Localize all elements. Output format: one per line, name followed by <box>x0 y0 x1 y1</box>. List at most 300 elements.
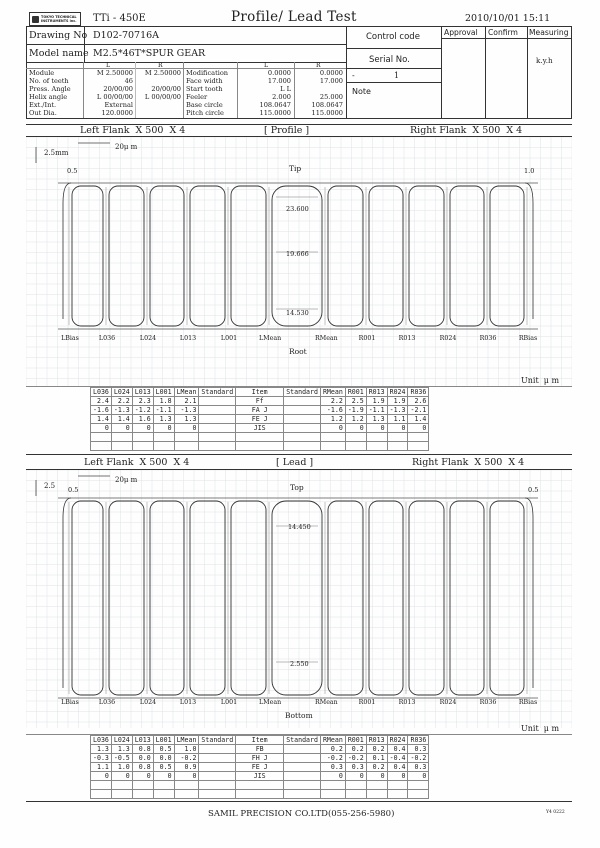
profile-level-2: 19.666 <box>286 250 309 258</box>
table-cell <box>320 442 345 451</box>
table-cell <box>199 763 236 772</box>
table-cell <box>408 790 429 799</box>
table-cell: 1.3 <box>174 415 199 424</box>
table-cell <box>111 442 132 451</box>
table-cell <box>153 442 174 451</box>
param-value-r: 115.0000 <box>311 108 343 117</box>
table-cell: -0.3 <box>91 754 112 763</box>
report-title: Profile/ Lead Test <box>231 9 357 25</box>
table-cell: -1.1 <box>366 406 387 415</box>
tooth-label: R001 <box>358 699 376 706</box>
table-cell <box>111 433 132 442</box>
table-cell <box>284 790 321 799</box>
table-cell: 0 <box>320 772 345 781</box>
col-header: L013 <box>132 388 153 397</box>
param-label: Press. Angle <box>29 84 71 93</box>
table-cell <box>174 781 199 790</box>
item-header: Item <box>236 388 284 397</box>
table-cell: 0.9 <box>174 763 199 772</box>
col-header: R024 <box>387 388 408 397</box>
lead-scale-mm: 2.5 <box>44 482 56 490</box>
table-cell <box>345 442 366 451</box>
table-cell: 0.3 <box>320 763 345 772</box>
table-cell: 0.3 <box>408 763 429 772</box>
table-row <box>91 763 429 772</box>
table-cell <box>199 754 236 763</box>
table-cell: 0.0 <box>132 754 153 763</box>
profile-unit: Unit μ m <box>521 376 560 385</box>
table-cell: -1.1 <box>153 406 174 415</box>
table-cell: 1.4 <box>408 415 429 424</box>
table-cell: 0.5 <box>153 763 174 772</box>
approval-label: Approval <box>444 28 478 37</box>
col-header: LMean <box>174 736 199 745</box>
drawing-no-label: Drawing No <box>29 30 88 41</box>
table-cell: 1.4 <box>111 415 132 424</box>
table-cell <box>132 781 153 790</box>
table-cell <box>199 397 236 406</box>
table-cell <box>345 433 366 442</box>
table-cell: 0.2 <box>345 745 366 754</box>
params-right-col-r: R <box>316 62 321 69</box>
table-cell: 0 <box>366 772 387 781</box>
profile-right-flank-label: Right Flank X 500 X 4 <box>410 125 523 136</box>
params-left-col-r: R <box>158 62 163 69</box>
param-value-l: 115.0000 <box>259 108 291 117</box>
param-value-l: 0.0000 <box>267 69 291 77</box>
table-cell: 1.3 <box>153 415 174 424</box>
profile-left-flank-label: Left Flank X 500 X 4 <box>80 125 186 136</box>
lead-left-mark: 0.5 <box>68 486 79 494</box>
table-cell <box>153 781 174 790</box>
col-header: R036 <box>408 736 429 745</box>
tooth-label: RBias <box>518 699 538 706</box>
item-cell: FH J <box>236 754 284 763</box>
profile-level-1: 23.600 <box>286 205 309 213</box>
bias-trace-right <box>525 183 533 319</box>
serial-no-label: Serial No. <box>369 55 410 65</box>
tooth-label: L036 <box>98 699 116 706</box>
bias-trace-right <box>525 498 533 688</box>
table-cell <box>174 433 199 442</box>
standard-header: Standard <box>199 736 236 745</box>
param-label: Out Dia. <box>29 108 57 117</box>
trace-curve <box>490 501 524 695</box>
col-header: L036 <box>91 736 112 745</box>
table-cell <box>236 433 284 442</box>
table-cell: -0.2 <box>345 754 366 763</box>
table-cell <box>111 790 132 799</box>
param-value-l: 20/00/00 <box>103 84 133 93</box>
table-row <box>91 754 429 763</box>
params-left-col-l: L <box>106 62 110 69</box>
table-cell: 2.6 <box>408 397 429 406</box>
table-cell <box>91 790 112 799</box>
table-cell <box>345 790 366 799</box>
table-cell <box>408 442 429 451</box>
table-row <box>91 406 429 415</box>
report-datetime: 2010/10/01 15:11 <box>465 13 551 24</box>
logo <box>29 12 81 26</box>
param-value-l: L L <box>280 84 291 93</box>
table-cell <box>345 781 366 790</box>
table-cell: -0.2 <box>408 754 429 763</box>
table-cell: 0 <box>111 772 132 781</box>
param-label: Feeler <box>186 92 208 101</box>
table-cell: 0 <box>153 424 174 433</box>
lead-level-2: 2.550 <box>290 660 309 668</box>
param-label: Modification <box>186 69 229 77</box>
table-cell: 1.0 <box>174 745 199 754</box>
table-row <box>91 442 429 451</box>
table-cell <box>284 763 321 772</box>
table-row <box>91 745 429 754</box>
param-value-l: 46 <box>124 76 133 85</box>
table-cell: 0 <box>408 772 429 781</box>
table-cell: 0.1 <box>366 754 387 763</box>
measuring-signature: k.y.h <box>536 56 553 65</box>
confirm-label: Confirm <box>488 28 518 37</box>
tooth-label: R013 <box>398 335 416 342</box>
param-label: Ext./Int. <box>29 100 57 109</box>
table-cell <box>199 433 236 442</box>
tooth-label: LMean <box>259 699 282 706</box>
table-cell <box>366 790 387 799</box>
table-cell: 0.2 <box>366 745 387 754</box>
col-header: R001 <box>345 736 366 745</box>
table-cell: 0.2 <box>366 763 387 772</box>
lead-scale-um: 20μ m <box>115 476 138 484</box>
param-value-r: 25.000 <box>319 92 343 101</box>
lead-right-mark: 0.5 <box>528 486 539 494</box>
tooth-label: LBias <box>61 699 79 706</box>
table-cell: -0.5 <box>111 754 132 763</box>
table-cell <box>408 433 429 442</box>
col-header: R024 <box>387 736 408 745</box>
standard-header: Standard <box>284 388 321 397</box>
table-cell: 0 <box>91 424 112 433</box>
table-cell: -2.1 <box>408 406 429 415</box>
table-cell: 1.1 <box>91 763 112 772</box>
tooth-label: LMean <box>259 335 282 342</box>
table-cell: 0 <box>387 772 408 781</box>
tooth-label: R013 <box>398 699 416 706</box>
table-cell: -1.2 <box>132 406 153 415</box>
table-cell: 1.0 <box>111 763 132 772</box>
logo-emblem-icon <box>32 16 39 23</box>
table-cell: 0.3 <box>345 763 366 772</box>
table-cell: -1.6 <box>320 406 345 415</box>
bias-trace-left <box>63 183 71 319</box>
table-cell <box>387 442 408 451</box>
col-header: R036 <box>408 388 429 397</box>
tooth-label: R024 <box>439 335 457 342</box>
table-row <box>91 415 429 424</box>
lead-bottom-label: Bottom <box>285 711 313 720</box>
serial-no-value: 1 <box>394 71 400 80</box>
table-cell: 0 <box>174 772 199 781</box>
param-value-l: External <box>104 100 133 109</box>
col-header: L001 <box>153 388 174 397</box>
param-value-r: 108.0647 <box>311 100 343 109</box>
table-cell <box>284 442 321 451</box>
table-cell <box>387 781 408 790</box>
bias-trace-left <box>63 498 71 688</box>
table-cell: 1.9 <box>366 397 387 406</box>
col-header: R013 <box>366 388 387 397</box>
param-value-l: 120.0000 <box>101 108 133 117</box>
col-header: L036 <box>91 388 112 397</box>
table-cell: -1.3 <box>111 406 132 415</box>
table-cell: 0.4 <box>387 745 408 754</box>
tooth-label: L036 <box>98 335 116 342</box>
item-cell: FE J <box>236 415 284 424</box>
param-value-r: 20/00/00 <box>151 84 181 93</box>
table-cell <box>199 745 236 754</box>
table-cell <box>199 442 236 451</box>
measuring-label: Measuring <box>529 28 569 37</box>
profile-scale-um: 20μ m <box>115 143 138 151</box>
table-cell <box>284 781 321 790</box>
table-cell <box>199 790 236 799</box>
lead-level-1: 14.450 <box>288 523 311 531</box>
table-row <box>91 772 429 781</box>
col-header: R001 <box>345 388 366 397</box>
tooth-label: R001 <box>358 335 376 342</box>
profile-scale-mm: 2.5mm <box>44 149 69 157</box>
table-cell: 0 <box>91 772 112 781</box>
table-cell <box>320 790 345 799</box>
table-row <box>91 433 429 442</box>
lead-unit: Unit μ m <box>521 724 560 733</box>
logo-text: TOKYO TECHNICAL INSTRUMENTS inc. <box>41 15 77 24</box>
param-value-l: 17.000 <box>267 76 291 85</box>
standard-header: Standard <box>199 388 236 397</box>
table-cell <box>236 781 284 790</box>
lead-left-flank-label: Left Flank X 500 X 4 <box>84 457 190 468</box>
lead-result-table <box>90 735 429 799</box>
table-cell: 0 <box>345 772 366 781</box>
table-cell: 2.3 <box>132 397 153 406</box>
col-header: RMean <box>320 388 345 397</box>
table-cell <box>91 433 112 442</box>
param-value-l: L 00/00/00 <box>96 92 133 101</box>
table-cell: 0 <box>174 424 199 433</box>
table-cell: 0 <box>366 424 387 433</box>
profile-left-mark: 0.5 <box>67 167 78 175</box>
tooth-label: R036 <box>479 335 497 342</box>
table-cell: -0.2 <box>320 754 345 763</box>
table-cell: 1.9 <box>387 397 408 406</box>
table-cell <box>284 754 321 763</box>
standard-header: Standard <box>284 736 321 745</box>
table-cell <box>91 442 112 451</box>
param-label: Base circle <box>186 100 223 109</box>
col-header: L024 <box>111 736 132 745</box>
table-cell: 2.5 <box>345 397 366 406</box>
tooth-label: L001 <box>220 699 238 706</box>
trace-curve <box>72 501 103 695</box>
col-header: L001 <box>153 736 174 745</box>
table-cell: 0.2 <box>320 745 345 754</box>
table-cell: 0 <box>153 772 174 781</box>
profile-top-label: Tip <box>289 164 302 173</box>
table-cell <box>236 790 284 799</box>
col-header: R013 <box>366 736 387 745</box>
table-cell: 0 <box>408 424 429 433</box>
table-cell <box>91 781 112 790</box>
tooth-label: L013 <box>179 699 197 706</box>
table-row <box>91 781 429 790</box>
table-cell: 0.4 <box>387 763 408 772</box>
table-row <box>91 424 429 433</box>
table-cell <box>199 781 236 790</box>
lead-section-label: [ Lead ] <box>276 457 314 468</box>
param-value-l: M 2.50000 <box>96 69 133 77</box>
item-cell: FA J <box>236 406 284 415</box>
param-value-r: 17.000 <box>319 76 343 85</box>
table-row <box>91 790 429 799</box>
item-cell: FE J <box>236 763 284 772</box>
table-cell <box>320 433 345 442</box>
col-header: L024 <box>111 388 132 397</box>
tooth-label: L024 <box>139 335 157 342</box>
lead-chart <box>26 470 572 728</box>
tooth-label: R024 <box>439 699 457 706</box>
table-cell <box>132 433 153 442</box>
profile-right-mark: 1.0 <box>524 167 535 175</box>
table-cell <box>199 406 236 415</box>
table-cell: 1.2 <box>320 415 345 424</box>
table-cell <box>199 424 236 433</box>
table-cell <box>111 781 132 790</box>
col-header: LMean <box>174 388 199 397</box>
tooth-label: L013 <box>179 335 197 342</box>
table-cell <box>132 442 153 451</box>
trace-curve <box>150 501 184 695</box>
table-cell: 1.3 <box>91 745 112 754</box>
table-cell <box>387 433 408 442</box>
table-cell: 1.3 <box>366 415 387 424</box>
param-value-r: L 00/00/00 <box>144 92 181 101</box>
profile-bottom-label: Root <box>289 347 307 356</box>
table-cell <box>284 433 321 442</box>
table-cell: 1.2 <box>345 415 366 424</box>
table-cell <box>132 790 153 799</box>
table-cell <box>366 442 387 451</box>
table-cell: -1.9 <box>345 406 366 415</box>
item-cell: JIS <box>236 772 284 781</box>
param-label: Face width <box>186 76 223 85</box>
table-cell: 0.3 <box>408 745 429 754</box>
trace-curve <box>328 501 363 695</box>
machine-model: TTi - 450E <box>93 13 146 24</box>
table-cell <box>199 415 236 424</box>
table-cell: 1.3 <box>111 745 132 754</box>
param-value-r: 0.0000 <box>319 69 343 77</box>
col-header: L013 <box>132 736 153 745</box>
control-code-label: Control code <box>366 32 420 42</box>
lead-top-label: Top <box>290 483 304 492</box>
table-cell <box>284 415 321 424</box>
profile-section-label: [ Profile ] <box>264 125 310 136</box>
table-cell <box>284 772 321 781</box>
table-cell <box>153 790 174 799</box>
table-cell: 1.1 <box>387 415 408 424</box>
table-cell: 0 <box>320 424 345 433</box>
item-header: Item <box>236 736 284 745</box>
table-cell: 0 <box>132 772 153 781</box>
item-cell: FB <box>236 745 284 754</box>
table-cell <box>174 790 199 799</box>
param-value-l: 108.0647 <box>259 100 291 109</box>
param-label: Module <box>29 69 55 77</box>
table-cell: 0.5 <box>153 745 174 754</box>
table-cell <box>284 745 321 754</box>
table-cell: -1.3 <box>174 406 199 415</box>
table-cell: 0 <box>387 424 408 433</box>
table-cell <box>366 433 387 442</box>
footer-company: SAMIL PRECISION CO.LTD(055-256-5980) <box>208 809 395 819</box>
tooth-label: L024 <box>139 699 157 706</box>
table-cell <box>174 442 199 451</box>
trace-curve <box>369 501 403 695</box>
footer-code: Y4 0222 <box>546 810 565 815</box>
table-cell: 0 <box>345 424 366 433</box>
tooth-label: RMean <box>315 699 338 706</box>
profile-result-table <box>90 387 429 451</box>
table-cell: 0 <box>111 424 132 433</box>
tooth-label: L001 <box>220 335 238 342</box>
table-cell <box>284 397 321 406</box>
tooth-label: RBias <box>518 335 538 342</box>
table-cell <box>366 781 387 790</box>
table-row <box>91 397 429 406</box>
model-name-value: M2.5*46T*SPUR GEAR <box>93 48 206 59</box>
table-cell: 1.8 <box>153 397 174 406</box>
table-cell <box>199 772 236 781</box>
profile-level-3: 14.530 <box>286 309 309 317</box>
note-label: Note <box>352 87 371 96</box>
trace-curve <box>109 501 144 695</box>
table-cell: -0.2 <box>174 754 199 763</box>
table-cell: 2.1 <box>174 397 199 406</box>
table-cell <box>236 442 284 451</box>
table-cell: 2.2 <box>320 397 345 406</box>
drawing-no-value: D102-70716A <box>93 30 160 41</box>
table-cell <box>284 406 321 415</box>
param-value-l: 2.000 <box>272 92 291 101</box>
param-label: No. of teeth <box>29 76 69 85</box>
params-right-col-l: L <box>264 62 268 69</box>
table-cell <box>387 790 408 799</box>
param-label: Pitch circle <box>186 108 224 117</box>
serial-dash: - <box>352 71 355 80</box>
param-label: Helix angle <box>29 92 68 101</box>
tooth-label: RMean <box>315 335 338 342</box>
table-cell: 0.0 <box>153 754 174 763</box>
table-cell: -1.6 <box>91 406 112 415</box>
model-name-label: Model name <box>29 48 89 59</box>
param-label: Start tooth <box>186 84 223 93</box>
tooth-label: LBias <box>61 335 79 342</box>
table-cell: 1.6 <box>132 415 153 424</box>
trace-curve <box>190 501 225 695</box>
item-cell: Ff <box>236 397 284 406</box>
tooth-label: R036 <box>479 699 497 706</box>
table-cell: -1.3 <box>387 406 408 415</box>
table-cell: 0.8 <box>132 745 153 754</box>
